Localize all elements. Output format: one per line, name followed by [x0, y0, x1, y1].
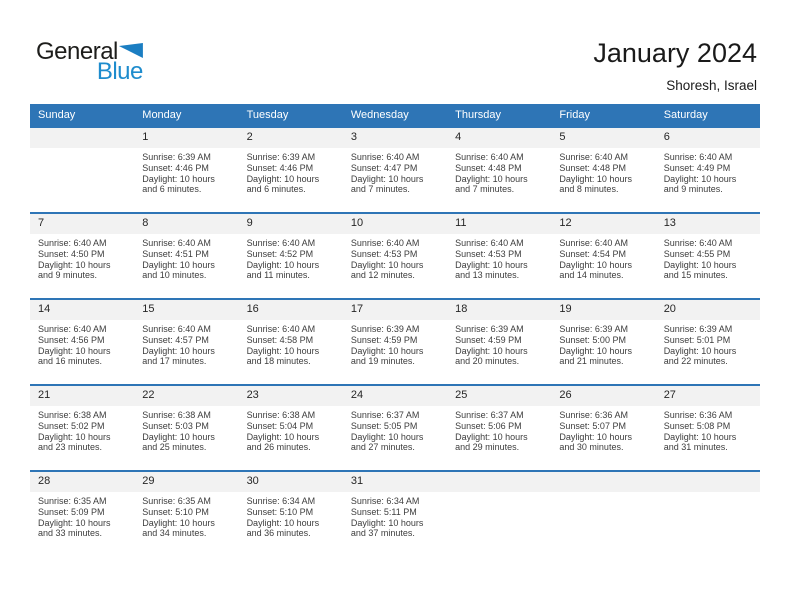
day-details: Sunrise: 6:40 AM Sunset: 4:54 PM Daylight: 10 hours and 14 minutes. [559, 238, 632, 281]
day-details: Sunrise: 6:36 AM Sunset: 5:07 PM Daylight: 10 hours and 30 minutes. [559, 410, 632, 453]
weekday-header-sunday: Sunday [38, 109, 76, 121]
day-number: 22 [134, 386, 238, 406]
day-number: 18 [447, 300, 551, 320]
day-details: Sunrise: 6:39 AM Sunset: 4:59 PM Daylight: 10 hours and 20 minutes. [455, 324, 528, 367]
day-cell-14 [30, 300, 134, 384]
logo-triangle-icon [119, 43, 143, 58]
day-number: 21 [30, 386, 134, 406]
week-row [30, 126, 760, 212]
day-number: 28 [30, 472, 134, 492]
day-details: Sunrise: 6:37 AM Sunset: 5:06 PM Daylight: 10 hours and 29 minutes. [455, 410, 528, 453]
day-details: Sunrise: 6:40 AM Sunset: 4:51 PM Daylight: 10 hours and 10 minutes. [142, 238, 215, 281]
day-cell-29 [134, 472, 238, 556]
day-cell-25 [447, 386, 551, 470]
day-details: Sunrise: 6:34 AM Sunset: 5:11 PM Daylight: 10 hours and 37 minutes. [350, 496, 424, 539]
day-details: Sunrise: 6:37 AM Sunset: 5:05 PM Daylight: 10 hours and 27 minutes. [350, 410, 424, 453]
day-details: Sunrise: 6:39 AM Sunset: 5:00 PM Daylight: 10 hours and 21 minutes. [559, 324, 632, 367]
day-details: Sunrise: 6:40 AM Sunset: 4:47 PM Daylight: 10 hours and 7 minutes. [350, 152, 424, 195]
weekday-header-friday: Friday [559, 109, 590, 121]
day-number: 24 [343, 386, 447, 406]
day-details: Sunrise: 6:40 AM Sunset: 4:53 PM Daylight: 10 hours and 12 minutes. [350, 238, 424, 281]
day-number: 25 [447, 386, 551, 406]
weekday-header-monday: Monday [142, 109, 182, 121]
day-number: 5 [551, 128, 655, 148]
day-number: 30 [239, 472, 343, 492]
day-number: 7 [30, 214, 134, 234]
weekday-header-wednesday: Wednesday [350, 109, 409, 121]
day-cell-10 [343, 214, 447, 298]
day-cell-27 [656, 386, 760, 470]
day-cell-26 [551, 386, 655, 470]
day-details: Sunrise: 6:40 AM Sunset: 4:49 PM Daylight: 10 hours and 9 minutes. [663, 152, 737, 195]
logo-text-general: General [36, 38, 118, 65]
day-number: 23 [239, 386, 343, 406]
week-row [30, 212, 760, 298]
day-cell-3 [343, 128, 447, 212]
day-details: Sunrise: 6:39 AM Sunset: 4:46 PM Daylight: 10 hours and 6 minutes. [246, 152, 320, 195]
day-cell-30 [239, 472, 343, 556]
day-cell-8 [134, 214, 238, 298]
weekday-header-saturday: Saturday [663, 109, 708, 121]
day-number: 12 [551, 214, 655, 234]
day-cell-5 [551, 128, 655, 212]
day-number: 13 [656, 214, 760, 234]
day-details: Sunrise: 6:40 AM Sunset: 4:58 PM Daylight: 10 hours and 18 minutes. [246, 324, 320, 367]
day-cell-15 [134, 300, 238, 384]
day-number: 27 [656, 386, 760, 406]
day-details: Sunrise: 6:35 AM Sunset: 5:09 PM Daylight: 10 hours and 33 minutes. [38, 496, 111, 539]
week-row [30, 298, 760, 384]
day-number: 11 [447, 214, 551, 234]
day-cell-13 [656, 214, 760, 298]
location-subtitle: Shoresh, Israel [666, 78, 757, 93]
logo-text-blue: Blue [96, 58, 143, 85]
day-cell-12 [551, 214, 655, 298]
day-details: Sunrise: 6:40 AM Sunset: 4:48 PM Daylight: 10 hours and 7 minutes. [455, 152, 528, 195]
day-number: 9 [239, 214, 343, 234]
day-details: Sunrise: 6:40 AM Sunset: 4:52 PM Daylight: 10 hours and 11 minutes. [246, 238, 320, 281]
day-number [447, 472, 551, 492]
day-number: 6 [656, 128, 760, 148]
day-cell-31 [343, 472, 447, 556]
day-number: 31 [343, 472, 447, 492]
day-number [30, 128, 134, 148]
day-cell-4 [447, 128, 551, 212]
day-cell-11 [447, 214, 551, 298]
day-cell-22 [134, 386, 238, 470]
day-number: 19 [551, 300, 655, 320]
day-cell-21 [30, 386, 134, 470]
day-cell-18 [447, 300, 551, 384]
day-details: Sunrise: 6:39 AM Sunset: 4:59 PM Daylight: 10 hours and 19 minutes. [350, 324, 424, 367]
day-cell-28 [30, 472, 134, 556]
day-details: Sunrise: 6:40 AM Sunset: 4:48 PM Daylight: 10 hours and 8 minutes. [559, 152, 632, 195]
weekday-header-thursday: Thursday [455, 109, 501, 121]
calendar-table [30, 104, 760, 556]
day-cell-9 [239, 214, 343, 298]
day-number: 20 [656, 300, 760, 320]
day-number: 1 [134, 128, 238, 148]
day-cell-6 [656, 128, 760, 212]
day-details: Sunrise: 6:38 AM Sunset: 5:04 PM Daylight: 10 hours and 26 minutes. [246, 410, 320, 453]
week-row [30, 384, 760, 470]
day-details: Sunrise: 6:36 AM Sunset: 5:08 PM Daylight: 10 hours and 31 minutes. [663, 410, 737, 453]
day-details: Sunrise: 6:40 AM Sunset: 4:53 PM Daylight: 10 hours and 13 minutes. [455, 238, 528, 281]
day-details: Sunrise: 6:40 AM Sunset: 4:50 PM Daylight: 10 hours and 9 minutes. [38, 238, 111, 281]
day-details: Sunrise: 6:39 AM Sunset: 4:46 PM Daylight: 10 hours and 6 minutes. [142, 152, 215, 195]
day-cell-1 [134, 128, 238, 212]
day-cell-empty [30, 128, 134, 212]
day-number: 15 [134, 300, 238, 320]
day-number: 2 [239, 128, 343, 148]
day-cell-19 [551, 300, 655, 384]
day-cell-20 [656, 300, 760, 384]
day-number: 26 [551, 386, 655, 406]
day-cell-7 [30, 214, 134, 298]
weekday-header-tuesday: Tuesday [246, 109, 289, 121]
day-details: Sunrise: 6:38 AM Sunset: 5:02 PM Daylight: 10 hours and 23 minutes. [38, 410, 111, 453]
day-details: Sunrise: 6:40 AM Sunset: 4:55 PM Daylight: 10 hours and 15 minutes. [663, 238, 737, 281]
day-number: 17 [343, 300, 447, 320]
day-number: 14 [30, 300, 134, 320]
day-details: Sunrise: 6:39 AM Sunset: 5:01 PM Daylight: 10 hours and 22 minutes. [663, 324, 737, 367]
page-title: January 2024 [593, 38, 757, 68]
day-cell-empty [447, 472, 551, 556]
day-details: Sunrise: 6:34 AM Sunset: 5:10 PM Daylight: 10 hours and 36 minutes. [246, 496, 320, 539]
day-details: Sunrise: 6:40 AM Sunset: 4:56 PM Daylight: 10 hours and 16 minutes. [38, 324, 111, 367]
day-number: 10 [343, 214, 447, 234]
day-number [551, 472, 655, 492]
day-cell-23 [239, 386, 343, 470]
calendar-weeks [30, 126, 760, 556]
day-details: Sunrise: 6:35 AM Sunset: 5:10 PM Daylight: 10 hours and 34 minutes. [142, 496, 215, 539]
day-cell-24 [343, 386, 447, 470]
day-number: 29 [134, 472, 238, 492]
day-details: Sunrise: 6:38 AM Sunset: 5:03 PM Daylight: 10 hours and 25 minutes. [142, 410, 215, 453]
general-blue-logo [36, 40, 143, 84]
day-details: Sunrise: 6:40 AM Sunset: 4:57 PM Daylight: 10 hours and 17 minutes. [142, 324, 215, 367]
day-number: 3 [343, 128, 447, 148]
day-number: 4 [447, 128, 551, 148]
day-cell-17 [343, 300, 447, 384]
week-row [30, 470, 760, 556]
day-cell-empty [656, 472, 760, 556]
day-number: 8 [134, 214, 238, 234]
day-number: 16 [239, 300, 343, 320]
day-number [656, 472, 760, 492]
day-cell-16 [239, 300, 343, 384]
day-cell-empty [551, 472, 655, 556]
weekday-header-row [30, 104, 760, 126]
day-cell-2 [239, 128, 343, 212]
